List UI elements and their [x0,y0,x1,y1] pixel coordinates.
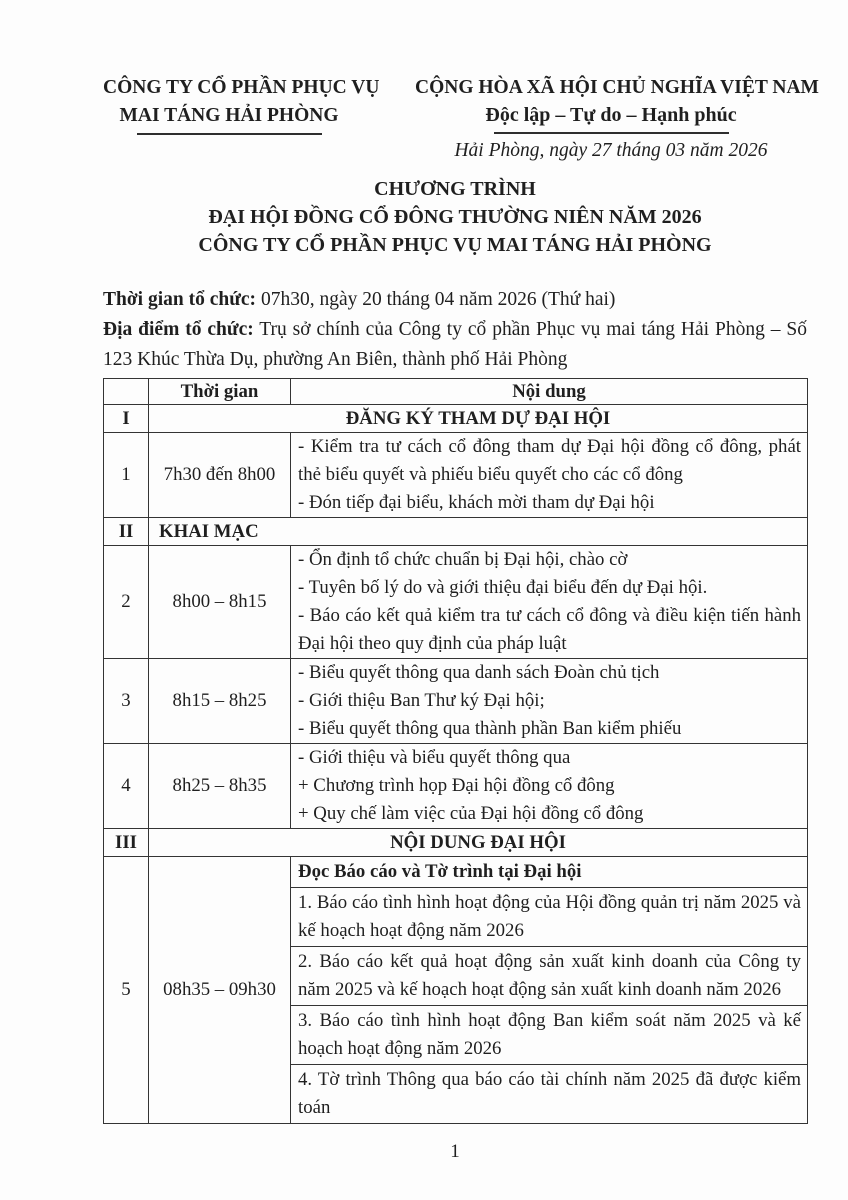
row-time: 8h00 – 8h15 [149,546,291,659]
row-content [291,546,808,659]
agenda-item: - Đón tiếp đại biểu, khách mời tham dự Đại hội [298,492,655,513]
agenda-subitem: 2. Báo cáo kết quả hoạt động sản xuất kinh doanh của Công ty năm 2025 và kế hoạch hoạt động sản xuất kinh doanh năm 2026 [291,946,807,1005]
page-number: 1 [450,1141,460,1162]
section-number: II [104,518,149,546]
section-number: III [104,829,149,857]
row-content [291,659,808,744]
section-title: KHAI MẠC [149,518,808,546]
agenda-item: - Biểu quyết thông qua danh sách Đoàn chủ tịch [298,662,660,683]
table-row-5 [104,857,808,1124]
place-date-line: Hải Phòng, ngày 27 tháng 03 năm 2026 [454,140,768,161]
national-motto-block [415,74,819,164]
agenda-table [103,378,808,1124]
section-title: ĐĂNG KÝ THAM DỰ ĐẠI HỘI [149,405,808,433]
section-row-II [104,518,808,546]
agenda-item: - Tuyên bố lý do và giới thiệu đại biểu đến dự Đại hội. [298,577,708,598]
row-number: 4 [104,744,149,829]
row-number: 5 [104,857,149,1124]
meeting-place-value: Trụ sở chính của Công ty cổ phần Phục vụ mai táng Hải Phòng – Số 123 Khúc Thừa Dụ, phường An Biên, thành phố Hải Phòng [103,319,807,370]
meeting-time-value: 07h30, ngày 20 tháng 04 năm 2026 (Thứ hai) [260,289,616,310]
section-title: NỘI DUNG ĐẠI HỘI [149,829,808,857]
table-row-4 [104,744,808,829]
table-header-row [104,379,808,405]
title-line2: ĐẠI HỘI ĐỒNG CỔ ĐÔNG THƯỜNG NIÊN NĂM 2026 [208,206,702,228]
meeting-time-label: Thời gian tổ chức: [103,289,257,310]
row-time: 08h35 – 09h30 [149,857,291,1124]
agenda-item: - Giới thiệu và biểu quyết thông qua [298,747,571,768]
document-title [103,175,807,259]
meeting-place-line [103,315,807,375]
meeting-time-line [103,285,807,315]
row-content [291,433,808,518]
agenda-item: - Ổn định tổ chức chuẩn bị Đại hội, chào cờ [298,549,628,570]
company-underline [137,133,322,135]
motto-underline [494,132,729,134]
national-motto: Độc lập – Tự do – Hạnh phúc [485,104,737,126]
company-name-line2: MAI TÁNG HẢI PHÒNG [119,105,339,126]
row-content [291,857,808,1124]
agenda-item: - Kiểm tra tư cách cổ đông tham dự Đại hội đồng cổ đông, phát thẻ biểu quyết và phiếu biểu quyết cho các cổ đông [298,436,801,485]
header-content-cell: Nội dung [291,379,808,405]
agenda-subitem: 3. Báo cáo tình hình hoạt động Ban kiểm soát năm 2025 và kế hoạch hoạt động năm 2026 [291,1005,807,1064]
national-title: CỘNG HÒA XÃ HỘI CHỦ NGHĨA VIỆT NAM [415,77,819,98]
header-no-cell [104,379,149,405]
agenda-subitem: 1. Báo cáo tình hình hoạt động của Hội đồng quản trị năm 2025 và kế hoạch hoạt động năm 2026 [291,887,807,946]
section-row-III [104,829,808,857]
table-row-3 [104,659,808,744]
row-time: 8h25 – 8h35 [149,744,291,829]
page-content [103,0,819,1163]
row-number: 3 [104,659,149,744]
agenda-item: - Giới thiệu Ban Thư ký Đại hội; [298,690,545,711]
row-time: 7h30 đến 8h00 [149,433,291,518]
subsection-heading: Đọc Báo cáo và Tờ trình tại Đại hội [298,861,582,882]
title-line1: CHƯƠNG TRÌNH [374,178,536,200]
section-number: I [104,405,149,433]
header-time-cell: Thời gian [149,379,291,405]
agenda-subitem: 4. Tờ trình Thông qua báo cáo tài chính năm 2025 đã được kiểm toán [291,1064,807,1123]
agenda-item: - Báo cáo kết quả kiểm tra tư cách cổ đông và điều kiện tiến hành Đại hội theo quy định của pháp luật [298,605,801,654]
row-time: 8h15 – 8h25 [149,659,291,744]
row-number: 2 [104,546,149,659]
meeting-place-label: Địa điểm tổ chức: [103,319,254,340]
letterhead [103,74,819,164]
title-line3: CÔNG TY CỔ PHẦN PHỤC VỤ MAI TÁNG HẢI PHÒNG [198,234,712,256]
agenda-item: + Quy chế làm việc của Đại hội đồng cổ đông [298,803,644,824]
company-block [103,74,380,135]
company-name-line1: CÔNG TY CỔ PHẦN PHỤC VỤ [103,77,380,98]
row-content [291,744,808,829]
table-row-1 [104,433,808,518]
meeting-info [103,285,807,375]
section-row-I [104,405,808,433]
table-row-2 [104,546,808,659]
agenda-item: + Chương trình họp Đại hội đồng cổ đông [298,775,615,796]
row-number: 1 [104,433,149,518]
agenda-item: - Biểu quyết thông qua thành phần Ban kiểm phiếu [298,718,682,739]
